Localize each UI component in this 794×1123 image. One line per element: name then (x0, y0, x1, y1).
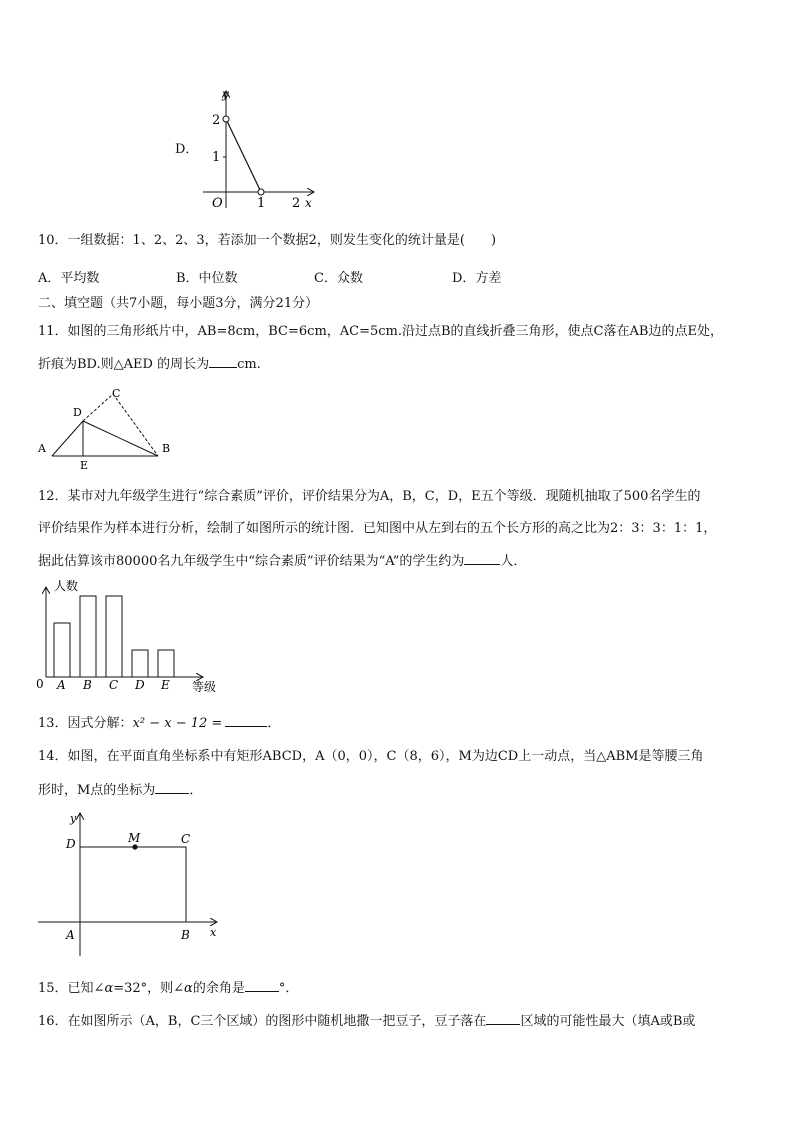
q10-option-d: D．方差 (452, 271, 502, 286)
bar-label-a: A (57, 678, 66, 692)
q10-options (38, 270, 501, 288)
q11-label-d: D (73, 406, 82, 419)
q13-label: 13．因式分解： (38, 716, 133, 731)
chart-origin-label: 0 (36, 677, 44, 691)
q12-line-1: 12．某市对九年级学生进行“综合素质”评价，评价结果分为A，B，C，D，E五个等级．现随机抽取了500名学生的 (38, 489, 701, 504)
bar-c (106, 596, 122, 677)
bar-label-e: E (161, 678, 170, 692)
q15-before: 15．已知∠ (38, 981, 105, 996)
q11-answer-blank[interactable] (209, 354, 237, 368)
q16-answer-blank[interactable] (486, 1011, 520, 1025)
q11-label-b: B (162, 442, 171, 455)
bar-d (132, 650, 148, 677)
chart-ylabel: 人数 (54, 579, 79, 593)
q12-answer-blank[interactable] (464, 551, 500, 565)
q14-label-d: D (66, 837, 76, 851)
q11-dashed-cb (113, 394, 158, 456)
q11-dashed-dc (83, 394, 113, 421)
q11-label-a: A (38, 442, 46, 455)
q11-label-e: E (80, 459, 89, 472)
q11-label-c: C (112, 387, 121, 400)
bar-label-d: D (135, 678, 145, 692)
q15-mid: =32°，则∠ (113, 981, 185, 996)
q10-option-b: B．中位数 (176, 271, 238, 286)
q9-option-d-graph (195, 84, 325, 212)
q11-line-2 (38, 354, 261, 374)
q10-stem: 10．一组数据：1、2、2、3，若添加一个数据2，则发生变化的统计量是( ) (38, 233, 497, 248)
q15-alpha-2: α (184, 981, 193, 996)
q12-line-2: 评价结果作为样本进行分析，绘制了如图所示的统计图．已知图中从左到右的五个长方形的高之比为2：3：3：1：1， (38, 521, 717, 536)
q15-alpha: α (104, 981, 114, 996)
q16-after: 区域的可能性最大（填A或B或 (520, 1014, 696, 1029)
q13-line (38, 713, 280, 733)
q12-line-3 (38, 551, 526, 571)
bar-label-b: B (83, 678, 92, 692)
q13-end: ． (267, 716, 281, 731)
q11-triangle-figure (36, 386, 176, 474)
q14-line-1: 14．如图，在平面直角坐标系中有矩形ABCD，A（0，0），C（8，6），M为边CD上一动点，当△ABM是等腰三角 (38, 749, 704, 764)
bar-a (54, 623, 70, 677)
q14-label-m: M (128, 831, 141, 845)
q14-rectangle-abcd (80, 847, 186, 922)
q14-label-y: y (70, 812, 77, 825)
q9-x-tick-1: 1 (257, 196, 266, 211)
q9-graph-segment (226, 119, 261, 192)
q14-label-x: x (210, 926, 217, 939)
q15-after: °． (278, 981, 299, 996)
bar-b (80, 596, 96, 677)
q14-text-before: 形时，M点的坐标为 (38, 783, 156, 798)
q11-segment-ad (52, 421, 83, 456)
q13-expression: x² − x − 12 = (132, 716, 223, 731)
q9-y-tick-1: 1 (212, 150, 221, 165)
q9-y-tick-2: 2 (212, 113, 221, 128)
q10-option-a: A．平均数 (38, 271, 100, 286)
q13-answer-blank[interactable] (225, 713, 267, 727)
q12-text-after: 人． (500, 554, 527, 569)
q9-origin-label: O (212, 196, 223, 211)
q15-mid2: 的余角是 (192, 981, 245, 996)
q14-label-c: C (181, 832, 191, 846)
bar-e (158, 650, 174, 677)
q14-rectangle-figure (36, 808, 226, 960)
q9-x-tick-2: 2 (292, 196, 301, 211)
q16-line (38, 1011, 695, 1031)
q14-label-b: B (181, 928, 190, 942)
q11-text-before: 折痕为BD.则△AED 的周长为 (38, 357, 210, 372)
q9-option-d-label: D． (175, 142, 199, 157)
q9-y-axis-label: y (222, 87, 229, 101)
q10-option-c: C．众数 (314, 271, 363, 286)
q16-before: 16．在如图所示（A，B，C三个区域）的图形中随机地撒一把豆子，豆子落在 (38, 1014, 487, 1029)
q14-text-after: ． (189, 783, 203, 798)
q9-open-point-1-0 (258, 189, 264, 195)
q15-line (38, 978, 298, 998)
q11-line-1: 11．如图的三角形纸片中，AB=8cm，BC=6cm，AC=5cm.沿过点B的直线折叠三角形，使点C落在AB边的点E处， (38, 324, 723, 339)
q14-label-a: A (66, 928, 75, 942)
q14-line-2 (38, 780, 202, 800)
section-title: 二、填空题（共7小题，每小题3分，满分21分） (38, 296, 319, 311)
q9-x-axis-label: x (305, 196, 312, 210)
q14-answer-blank[interactable] (155, 780, 189, 794)
q12-text-before: 据此估算该市80000名九年级学生中“综合素质”评价结果为“A”的学生约为 (38, 554, 465, 569)
q11-segment-db (83, 421, 158, 456)
bar-label-c: C (109, 678, 119, 692)
q11-text-after: cm. (237, 357, 261, 372)
q12-bar-chart (34, 578, 230, 698)
q9-open-point-0-2 (223, 116, 229, 122)
q15-answer-blank[interactable] (245, 978, 279, 992)
q14-point-m (132, 844, 137, 849)
chart-xlabel: 等级 (192, 680, 217, 694)
